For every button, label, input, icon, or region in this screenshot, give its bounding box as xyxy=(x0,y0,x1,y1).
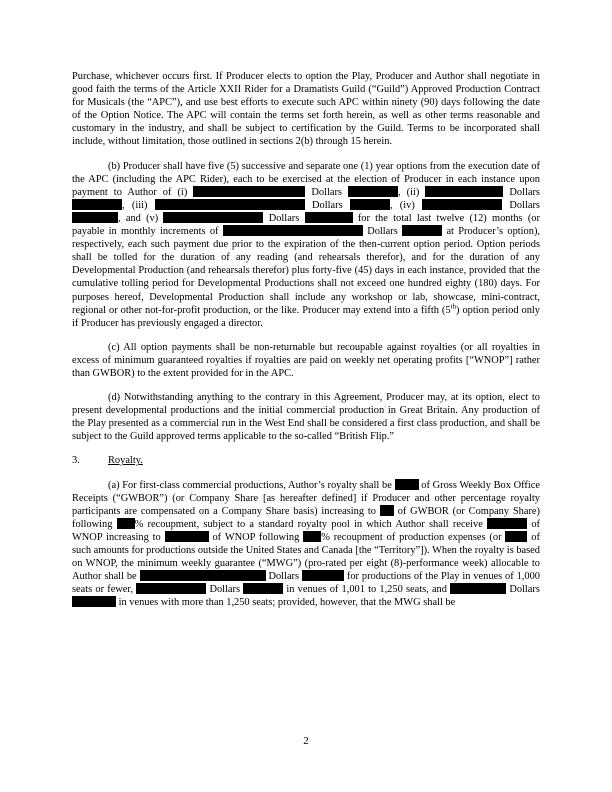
royalty-pool-text: % recoupment, subject to a standard royalty pool in which Author shall receive xyxy=(134,518,483,530)
redaction-block xyxy=(72,212,118,223)
redaction-block xyxy=(450,583,506,594)
redaction-block xyxy=(305,212,353,223)
redaction-block xyxy=(302,570,344,581)
section-number: 3. xyxy=(72,455,80,467)
paragraph-option-payments: (c) All option payments shall be non-returnable but recoupable against royalties (or all royalties in excess of minimum guaranteed royalties if royalties are paid on weekly net operating profits [“WNOP”] rather than GWBOR) to the extent provided for in the APC. xyxy=(72,341,540,379)
venue-over-1250-text: in venues with more than 1,250 seats; provided, however, that the MWG shall be xyxy=(118,597,456,609)
redaction-block xyxy=(350,199,390,210)
redaction-block xyxy=(422,199,502,210)
dollars-label: Dollars xyxy=(268,212,300,224)
venue-1000-text: for productions of the Play in venues of 1,000 seats or fewer, xyxy=(72,571,540,596)
paragraph-option-terms: Purchase, whichever occurs first. If Producer elects to option the Play, Producer and Author shall negotiate in good faith the terms of the Article XXII Rider for a Dramatists Guild (“Guild”) Approved Production Contract for Musicals (the “APC”), and use best efforts to execute such APC within ninety (90) days following the date of the Option Notice. The APC will contain the terms set forth herein, as well as other terms reasonable and customary in the industry, and shall be subject to certification by the Guild. Terms to be incorporated shall include, without limitation, those outlined in sections 2(b) through 15 herein. xyxy=(72,71,540,148)
total-term-text: for the total last twelve (12) months (or payable in monthly increments of xyxy=(72,212,540,238)
royalty-intro-text: (a) For first-class commercial productions, Author’s royalty shall be xyxy=(108,479,392,491)
redaction-block xyxy=(72,199,122,210)
redaction-block xyxy=(223,225,363,236)
page-number: 2 xyxy=(303,735,309,747)
redaction-block xyxy=(380,505,394,516)
redaction-block xyxy=(163,212,263,223)
wnop-increase-text: of WNOP increasing to xyxy=(72,518,540,543)
redaction-block xyxy=(140,570,266,581)
dollars-label: Dollars xyxy=(509,199,540,211)
redaction-block xyxy=(117,518,135,529)
dollars-label: Dollars xyxy=(312,199,343,211)
redaction-block xyxy=(193,186,305,197)
item-iii-label: , (iii) xyxy=(122,199,148,211)
redaction-block xyxy=(155,199,305,210)
dollars-label: Dollars xyxy=(268,571,300,583)
redaction-block xyxy=(165,531,209,542)
document-page xyxy=(72,70,540,620)
fifth-option-text: ) option period only if Producer has previously engaged a director. xyxy=(72,304,540,329)
redaction-block xyxy=(487,518,527,529)
redaction-block xyxy=(395,479,419,490)
paragraph-option-periods xyxy=(72,160,540,330)
redaction-block xyxy=(72,596,116,607)
dollars-label: Dollars xyxy=(311,186,342,198)
ordinal-suffix: th xyxy=(450,302,457,311)
dollars-label: Dollars xyxy=(509,186,540,198)
redaction-block xyxy=(303,531,321,542)
option-periods-intro: (b) Producer shall have five (5) successive and separate one (1) year options from the execution date of the APC (including the APC Rider), each to be exercised at the election of Producer in each instance upon payment to Author of (i) xyxy=(72,160,540,198)
section-heading-royalty xyxy=(72,454,540,467)
comma-text: , xyxy=(397,186,401,198)
item-iv-label: , (iv) xyxy=(389,199,415,211)
item-v-label: , and (v) xyxy=(118,212,159,224)
tolling-text: at Producer’s option), respectively, each such payment due prior to the expiration of the then-current option period. Option periods shall be tolled for the duration of any reading (and rehearsals therefor), and for the duration of any Developmental Production (and rehearsals therefor) plus forty-five (45) days in each instance, provided that the cumulative tolling period for Developmental Productions shall not exceed one hundred eighty (180) days. For purposes hereof, Developmental Production shall include any workshop or lab, showcase, mini-contract, regional or other not-for-profit production, or the like. Producer may extend into a fifth (5 xyxy=(72,226,541,316)
wnop-following-text: of WNOP following xyxy=(212,531,300,543)
section-title: Royalty. xyxy=(108,455,143,467)
gwbor-text: of Gross Weekly Box Office Receipts (“GWBOR”) (or Company Share [as hereafter defined] if Producer and other percentage royalty participants are compensated on a Company Share basis) increasing to xyxy=(72,479,540,517)
redaction-block xyxy=(402,225,442,236)
redaction-block xyxy=(348,186,398,197)
production-expenses-text: % recoupment of production expenses (or xyxy=(321,531,502,543)
paragraph-royalty-terms xyxy=(72,479,540,610)
venue-1250-text: in venues of 1,001 to 1,250 seats, and xyxy=(286,584,447,596)
redaction-block xyxy=(505,531,527,542)
dollars-label: Dollars xyxy=(209,584,241,596)
territory-mwg-text: of such amounts for productions outside the United States and Canada [the “Territory”]). When the royalty is based on WNOP, the minimum weekly guarantee (“MWG”) (pro-rated per eight (8)-performance week) allocable to Author shall be xyxy=(72,531,540,583)
item-ii-label: (ii) xyxy=(406,186,420,198)
redaction-block xyxy=(425,186,503,197)
recoupment-text: of GWBOR (or Company Share) following xyxy=(72,505,540,530)
dollars-label: Dollars xyxy=(509,584,540,596)
redaction-block xyxy=(136,583,206,594)
dollars-label: Dollars xyxy=(367,226,398,238)
redaction-block xyxy=(243,583,283,594)
paragraph-british-flip: (d) Notwithstanding anything to the contrary in this Agreement, Producer may, at its option, elect to present developmental productions and the initial commercial production in Great Britain. Any production of the Play presented as a commercial run in the West End shall be considered a first class production, and shall be subject to the Guild approved terms applicable to the so-called “British Flip.” xyxy=(72,392,540,443)
